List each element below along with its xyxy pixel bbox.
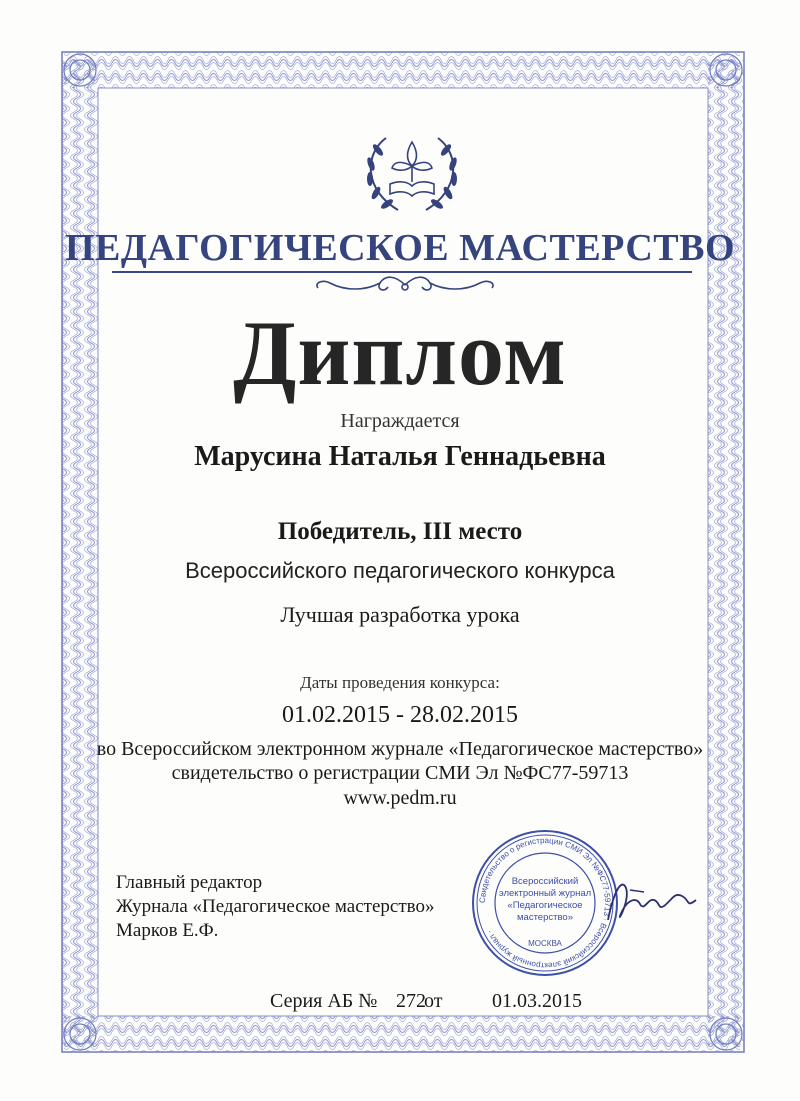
dates-label: Даты проведения конкурса: xyxy=(300,673,500,692)
stamp-line-2: электронный журнал xyxy=(498,888,592,899)
scroll-ornament-icon xyxy=(300,273,510,297)
awarded-label: Награждается xyxy=(340,410,460,432)
series-from-label: от xyxy=(424,990,443,1012)
recipient-name: Марусина Наталья Геннадьевна xyxy=(194,441,606,472)
signature-icon xyxy=(600,870,700,930)
website-line: www.pedm.ru xyxy=(343,787,457,809)
stamp-city: МОСКВА xyxy=(528,939,562,948)
laurel-wreath-logo-icon xyxy=(356,124,468,220)
series-number: 272 xyxy=(396,990,426,1012)
stamp-line-4: мастерство» xyxy=(517,912,573,923)
dates-range: 01.02.2015 - 28.02.2015 xyxy=(282,702,518,728)
contest-name: Лучшая разработка урока xyxy=(280,602,520,627)
registration-line: свидетельство о регистрации СМИ Эл №ФС77-59713 xyxy=(171,762,629,784)
award-place: Победитель, III место xyxy=(277,518,523,545)
diploma-title: Диплом xyxy=(233,302,567,404)
issue-date: 01.03.2015 xyxy=(492,990,582,1012)
editor-title: Главный редактор xyxy=(116,872,263,893)
contest-type: Всероссийского педагогического конкурса xyxy=(185,558,615,583)
editor-name: Марков Е.Ф. xyxy=(116,920,219,941)
journal-title: ПЕДАГОГИЧЕСКОЕ МАСТЕРСТВО xyxy=(64,227,736,269)
stamp-line-1: Всероссийский xyxy=(511,876,579,887)
stamp-ring-text: Свидетельство о регистрации СМИ Эл №ФС77-59713 · Всероссийский электронный журнал · xyxy=(477,835,613,971)
official-stamp xyxy=(470,828,620,978)
journal-line: во Всероссийском электронном журнале «Педагогическое мастерство» xyxy=(96,738,704,760)
editor-journal: Журнала «Педагогическое мастерство» xyxy=(116,896,435,917)
series-label: Серия АБ № xyxy=(270,990,378,1012)
stamp-line-3: «Педагогическое xyxy=(507,900,583,911)
